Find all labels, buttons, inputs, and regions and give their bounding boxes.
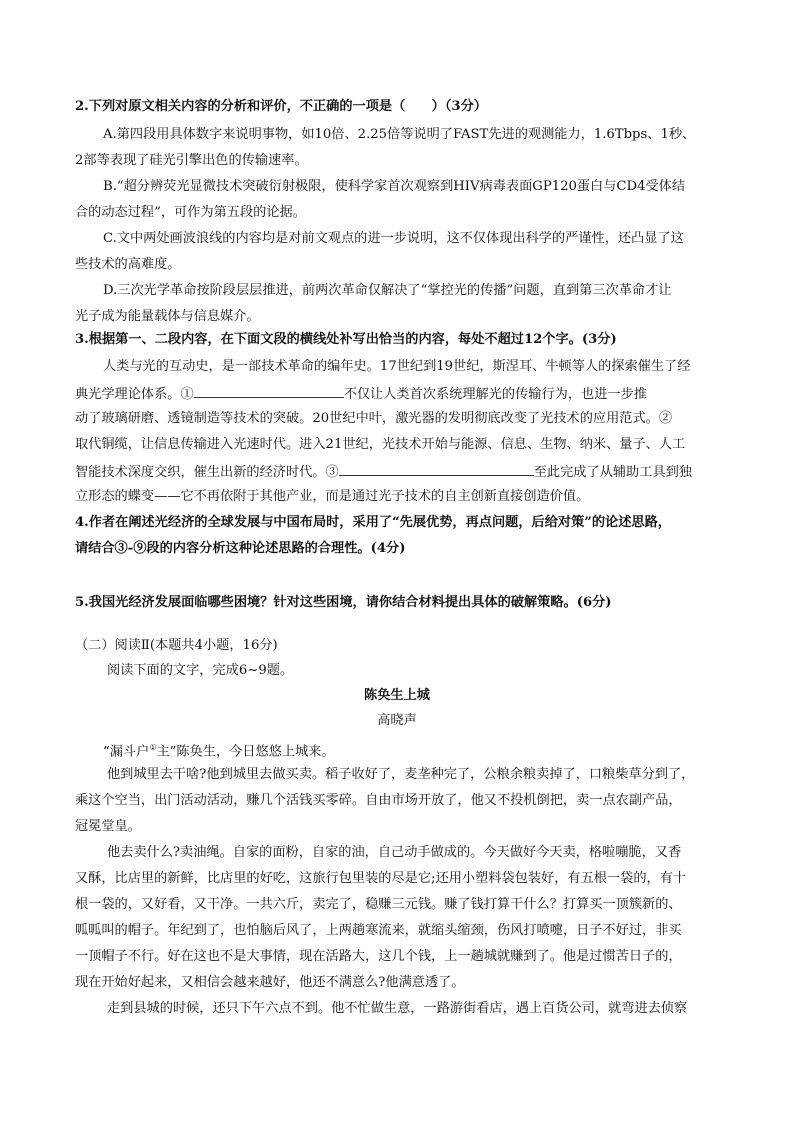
q3-passage-line2 [75,383,647,405]
q2-option-c-line1: C.文中两处画波浪线的内容均是对前文观点的进一步说明，这不仅体现出科学的严谨性，还凸显了这 [103,231,684,246]
q2-option-d-line2: 光子成为能量载体与信息媒介。 [75,309,260,324]
story-p1-line1: 他到城里去干啥?他到城里去做买卖。稻子收好了，麦垄种完了，公粮余粮卖掉了，口粮柴草分到了， [107,767,695,782]
story-opening-line [103,738,335,762]
q2-option-a-line1: A.第四段用具体数字来说明事物，如10倍、2.25倍等说明了FAST先进的观测能力，1.6Tbps、1秒、 [103,127,696,142]
story-p3-line1: 走到县城的时候，还只下午六点不到。他不忙做生意，一路游街看店，遇上百货公司，就弯进去侦察 [107,1001,688,1016]
section2-instruction: 阅读下面的文字，完成6~9题。 [107,663,294,678]
answer-blank-3[interactable] [339,461,534,476]
story-p1-line2: 乘这个空当，出门活动活动，赚几个活钱买零碎。自由市场开放了，他又不投机倒把，卖一点农副产品， [75,793,682,808]
q2-option-b-line2: 合的动态过程”，可作为第五段的论据。 [75,205,306,220]
story-author: 高晓声 [377,713,417,728]
footnote-marker: ① [149,743,157,752]
q4-stem-line1: 4.作者在阐述光经济的全球发展与中国布局时，采用了“先展优势，再点问题，后给对策”的论述思路， [75,515,671,530]
q3-passage-line5-start: 智能技术深度交织，催生出新的经济时代。③ [75,465,339,480]
story-p1-line3: 冠冕堂皇。 [75,819,141,834]
story-title: 陈奂生上城 [364,688,430,703]
story-opening-start: “漏斗户 [103,744,150,760]
q3-passage-line2-start: 典光学理论体系。① [75,387,194,402]
section2-heading: （二）阅读Ⅱ(本题共4小题，16分) [75,638,278,653]
q4-stem-line2: 请结合③-⑨段的内容分析这种论述思路的合理性。(4分) [75,541,406,556]
q3-passage-line5-end: 至此完成了从辅助工具到独 [533,465,692,480]
q3-passage-line1: 人类与光的互动史，是一部技术革命的编年史。17世纪到19世纪，斯涅耳、牛顿等人的探索催生了经 [103,359,691,374]
story-p2-line4: 呱呱叫的帽子。年纪到了，也怕脑后风了，上两趟寒流来，就缩头缩颈，伤风打喷嚏，日子不好过，非买 [75,923,682,938]
answer-blank-1[interactable] [194,383,344,398]
q2-option-b-line1: B.“超分辨荧光显微技术突破衍射极限，使科学家首次观察到HIV病毒表面GP120蛋白与CD4受体结 [103,179,686,194]
q3-passage-line2-end: 不仅让人类首次系统理解光的传输行为，也进一步推 [343,387,647,402]
story-p2-line3: 根一袋的，又好看，又干净。一共六斤，卖完了，稳赚三元钱。赚了钱打算干什么？打算买一顶簇新的、 [75,897,682,912]
story-p2-line1: 他去卖什么?卖油绳。自家的面粉，自家的油，自己动手做成的。今天做好今天卖，格啦嘣脆，又香 [107,845,682,860]
q3-passage-line5 [75,461,692,483]
q5-stem: 5.我国光经济发展面临哪些困境？针对这些困境，请你结合材料提出具体的破解策略。(6分) [75,595,612,610]
story-opening-end: 主”陈奂生，今日悠悠上城来。 [156,744,335,760]
story-p2-line2: 又酥，比店里的新鲜，比店里的好吃，这旅行包里装的尽是它;还用小塑料袋包装好，有五根一袋的，有十 [75,871,687,886]
story-p2-line5: 一顶帽子不行。好在这也不是大事情，现在活路大，这几个钱，上一趟城就赚到了。他是过惯苦日子的， [75,949,682,964]
q2-option-a-line2: 2部等表现了硅光引擎出色的传输速率。 [75,153,308,168]
story-p2-line6: 现在开始好起来，又相信会越来越好，他还不满意么?他满意透了。 [75,975,465,990]
q3-stem: 3.根据第一、二段内容，在下面文段的横线处补写出恰当的内容，每处不超过12个字。(3分) [75,332,617,347]
q2-stem: 2.下列对原文相关内容的分析和评价，不正确的一项是（ ）（3分） [75,99,487,114]
q3-passage-line6: 立形态的蝶变——它不再依附于其他产业，而是通过光子技术的自主创新直接创造价值。 [75,489,590,504]
q2-option-c-line2: 些技术的高难度。 [75,257,181,272]
q3-passage-line3: 动了玻璃研磨、透镜制造等技术的突破。20世纪中叶，激光器的发明彻底改变了光技术的应用范式。② [75,411,673,426]
q2-option-d-line1: D.三次光学革命按阶段层层推进，前两次革命仅解决了“掌控光的传播”问题，直到第三次革命才让 [103,283,672,298]
q3-passage-line4: 取代铜缆，让信息传输进入光速时代。进入21世纪，光技术开始与能源、信息、生物、纳米、量子、人工 [75,437,686,452]
